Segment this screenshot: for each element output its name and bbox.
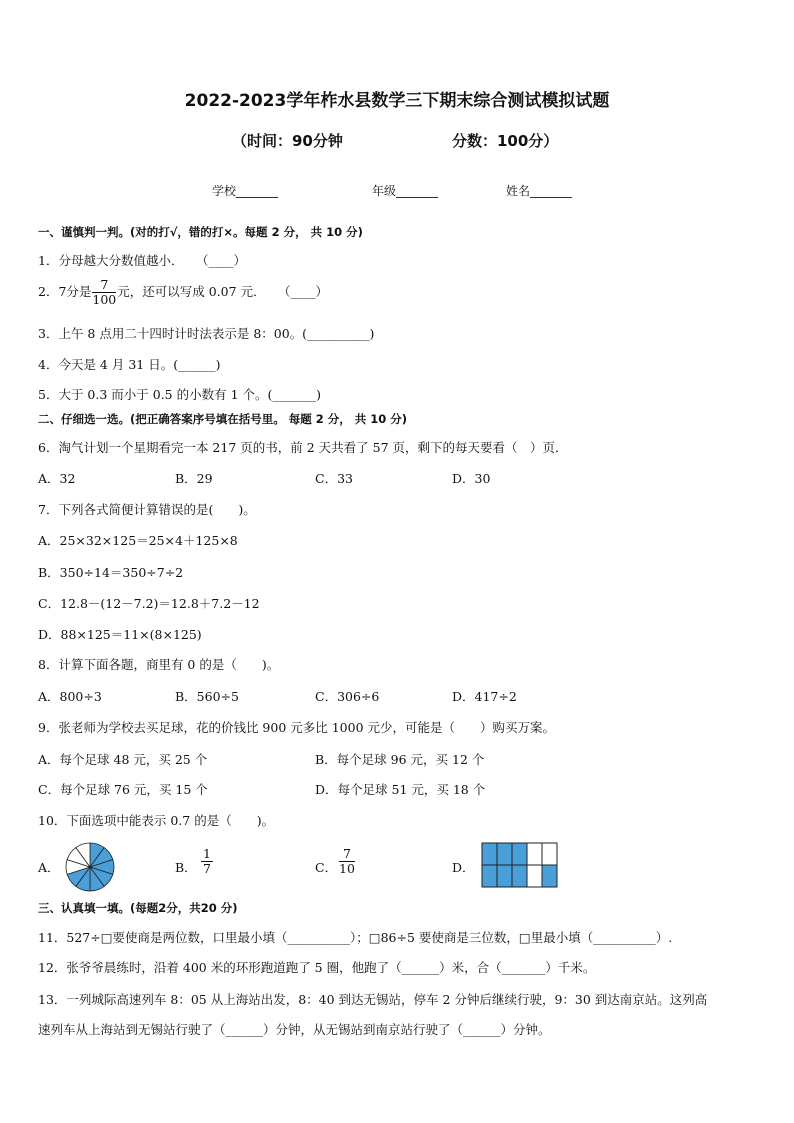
name-field: 姓名_______: [506, 184, 573, 198]
grid-cell: [482, 865, 497, 887]
question-4: 4．今天是 4 月 31 日。(______): [38, 357, 221, 372]
question-2: 2．7分是 $\frac{7}{100}$ 元，还可以写成 0.07 元． （____）: [38, 277, 329, 307]
q10-option-d-label: D．: [452, 860, 475, 875]
q7-option-a: A．25×32×125＝25×4＋125×8: [38, 533, 238, 548]
question-1: 1．分母越大分数值越小． （____）: [38, 253, 246, 268]
q10-pie-figure: [64, 841, 116, 893]
q9-option-a: A．每个足球 48 元，买 25 个: [38, 752, 208, 767]
q6-option-d: D．30: [452, 471, 491, 486]
page-title: 2022-2023学年柞水县数学三下期末综合测试模拟试题: [184, 91, 610, 111]
section-2-heading: 二、仔细选一选。(把正确答案序号填在括号里。 每题 2 分， 共 10 分): [38, 412, 408, 426]
grade-field: 年级_______: [372, 184, 439, 198]
q8-option-d: D．417÷2: [452, 689, 517, 704]
q10-option-b-label: B．: [175, 860, 197, 875]
q9-option-c: C．每个足球 76 元，买 15 个: [38, 782, 208, 797]
question-13-line-2: 速列车从上海站到无锡站行驶了（______）分钟，从无锡站到南京站行驶了（______）分钟。: [38, 1022, 551, 1037]
q10-grid-figure: [481, 842, 559, 888]
fraction-7-100: $\frac{7}{100}$: [92, 277, 117, 307]
question-3: 3．上午 8 点用二十四时计时法表示是 8：00。(__________): [38, 326, 375, 341]
question-7: 7．下列各式简便计算错误的是( )。: [38, 502, 256, 517]
question-12: 12．张爷爷晨练时，沿着 400 米的环形跑道跑了 5 圈，他跑了（______）米，合（_______）千米。: [38, 960, 596, 975]
q9-option-d: D．每个足球 51 元，买 18 个: [315, 782, 486, 797]
grid-cell: [527, 843, 542, 865]
question-11: 11．527÷□要使商是两位数，口里最小填（__________）；□86÷5 要使商是三位数，□里最小填（__________）.: [38, 930, 673, 945]
section-3-heading: 三、认真填一填。(每题2分，共20 分): [38, 901, 238, 915]
q6-option-a: A．32: [38, 471, 76, 486]
question-5: 5．大于 0.3 而小于 0.5 的小数有 1 个。(_______): [38, 387, 322, 402]
grid-cell: [497, 865, 512, 887]
q6-option-b: B．29: [175, 471, 213, 486]
question-6: 6．淘气计划一个星期看完一本 217 页的书，前 2 天共看了 57 页，剩下的每天要看（ ）页．: [38, 440, 568, 455]
q8-option-a: A．800÷3: [38, 689, 102, 704]
q7-option-c: C．12.8－(12－7.2)＝12.8＋7.2－12: [38, 596, 260, 611]
q10-option-c-label: C．: [315, 860, 338, 875]
grid-cell: [542, 843, 557, 865]
q7-option-d: D．88×125＝11×(8×125): [38, 627, 202, 642]
grid-cell: [512, 865, 527, 887]
school-field: 学校_______: [212, 184, 279, 198]
fraction-7-10: $\frac{7}{10}$: [339, 846, 355, 876]
question-10: 10．下面选项中能表示 0.7 的是（ )。: [38, 813, 275, 828]
q10-option-a-label: A．: [38, 860, 60, 875]
q7-option-b: B．350÷14＝350÷7÷2: [38, 565, 184, 580]
grid-cell: [497, 843, 512, 865]
question-9: 9．张老师为学校去买足球，花的价钱比 900 元多比 1000 元少，可能是（ ）购买万案。: [38, 720, 556, 735]
q8-option-b: B．560÷5: [175, 689, 239, 704]
question-13-line-1: 13．一列城际高速列车 8：05 从上海站出发，8：40 到达无锡站，停车 2 分钟后继续行驶，9：30 到达南京站。这列高: [38, 992, 708, 1007]
q9-option-b: B．每个足球 96 元，买 12 个: [315, 752, 485, 767]
q6-option-c: C．33: [315, 471, 353, 486]
fraction-1-7: $\frac{1}{7}$: [203, 846, 211, 876]
score-label: 分数：100分）: [452, 132, 559, 150]
section-1-heading: 一、谨慎判一判。(对的打√，错的打×。每题 2 分， 共 10 分): [38, 225, 363, 239]
grid-cell: [542, 865, 557, 887]
grid-cell: [512, 843, 527, 865]
grid-cell: [482, 843, 497, 865]
grid-cell: [527, 865, 542, 887]
question-8: 8．计算下面各题，商里有 0 的是（ )。: [38, 657, 280, 672]
q8-option-c: C．306÷6: [315, 689, 380, 704]
time-label: （时间：90分钟: [232, 132, 343, 150]
